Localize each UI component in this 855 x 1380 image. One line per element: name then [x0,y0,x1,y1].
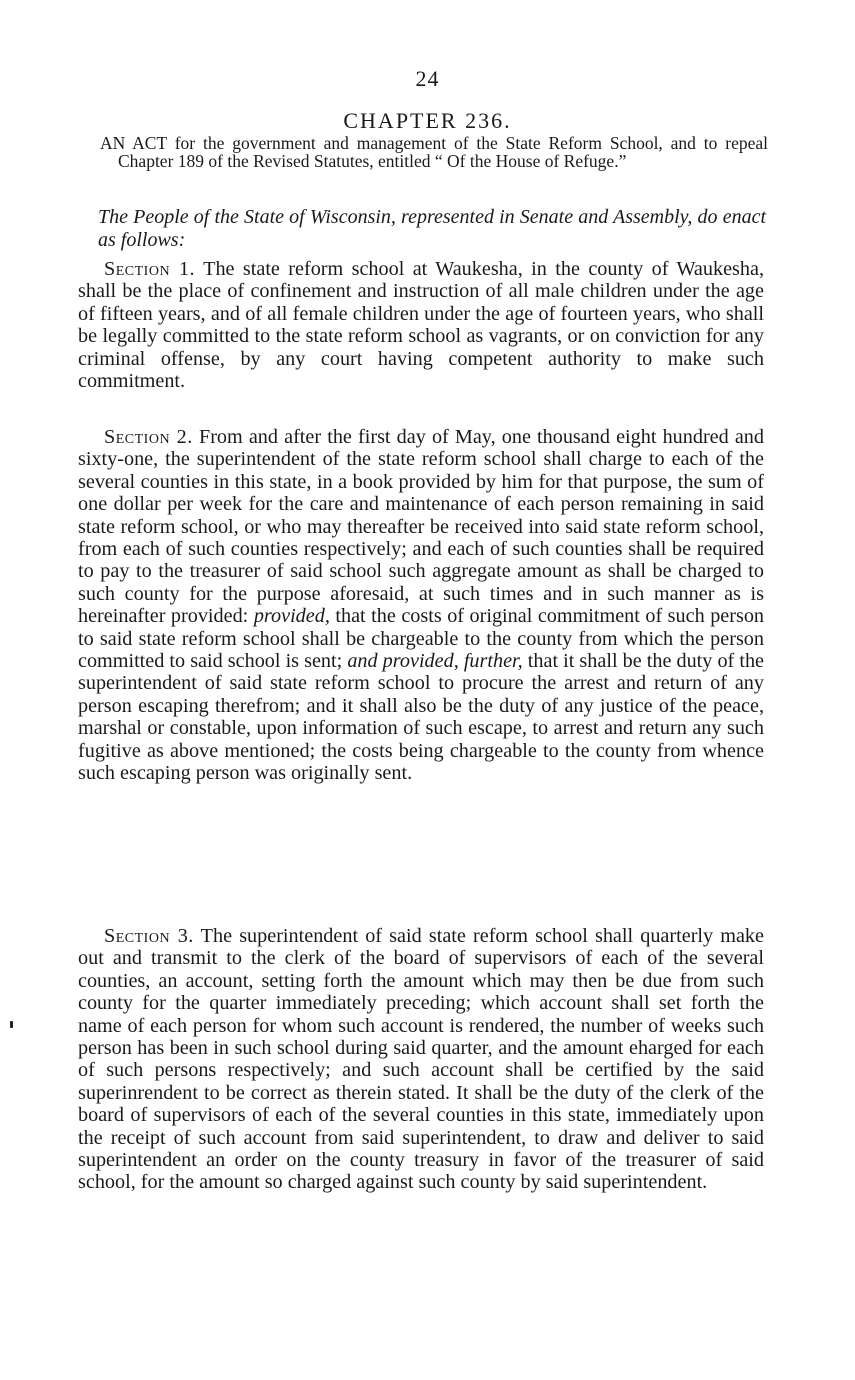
section-1 [78,258,764,392]
section-3-text: The superintendent of said state reform school shall quarterly make out and transmit to the clerk of the board of supervisors of each of the several counties, an account, setting forth the amount which may then be due from such county for the quarter immediately preceding; which account shall set forth the name of each person for whom such account is rendered, the number of weeks such person has been in such school during said quarter, and the amount eharged for each of such persons respectively; and such account shall be certified by the said superinrendent to be correct as therein stated. It shall be the duty of the clerk of the board of supervisors of each of the several counties in this state, immediately upon the receipt of such account from said superintendent, to draw and deliver to said superintendent an order on the county treasury in favor of the treasurer of said school, for the amount so charged against such county by said superintendent. [78,925,764,1194]
act-title: AN ACT for the government and management of the State Reform School, and to repeal Chapter 189 of the Revised Statutes, entitled “ Of the House of Refuge.” [100,133,768,171]
chapter-title: CHAPTER 236. [343,108,512,133]
section-3-label: Section 3. [104,925,194,947]
enacting-clause: The People of the State of Wisconsin, represented in Senate and Assembly, do enact as follows: [98,206,766,251]
section-2-text-c: that it shall be the duty of the superintendent of said state reform school to procure the arrest and return of any person escaping therefrom; and it shall also be the duty of any justice of the peace, marshal or constable, upon information of such escape, to arrest and return any such fugitive as above mentioned; the costs being chargeable to the county from whence such escaping person was originally sent. [78,650,765,785]
section-2-label: Section 2. [104,426,193,448]
section-1-label: Section 1. [104,258,196,280]
section-3 [78,925,764,1194]
section-2-text-a: From and after the first day of May, one thousand eight hundred and sixty-one, the superintendent of the state reform school shall charge to each of the several counties in this state, in a book provided by him for that purpose, the sum of one dollar per week for the care and maintenance of each person remaining in said state reform school, or who may thereafter be received into said state reform school, from each of such counties respectively; and each of such counties shall be required to pay to the treasurer of said school such aggregate amount as shall be charged to such county for the purpose aforesaid, at such times and in such manner as is hereinafter provided: [78,426,764,628]
margin-speck [10,1021,13,1028]
page-number: 24 [415,66,440,91]
section-2-proviso-2: and provided, further, [347,650,523,673]
section-1-text: The state reform school at Waukesha, in the county of Waukesha, shall be the place of confinement and instruction of all male children under the age of fifteen years, and of all female children under the age of fourteen years, who shall be legally committed to the state reform school as vagrants, or on conviction for any criminal offense, by any court having competent authority to make such commitment. [78,258,764,393]
section-2-proviso-1: provided, [253,605,330,628]
section-2-text-b: that the costs of original commitment of such person to said state reform school shall be chargeable to the county from which the person committed to said school is sent; [78,605,765,673]
section-2 [78,426,764,785]
